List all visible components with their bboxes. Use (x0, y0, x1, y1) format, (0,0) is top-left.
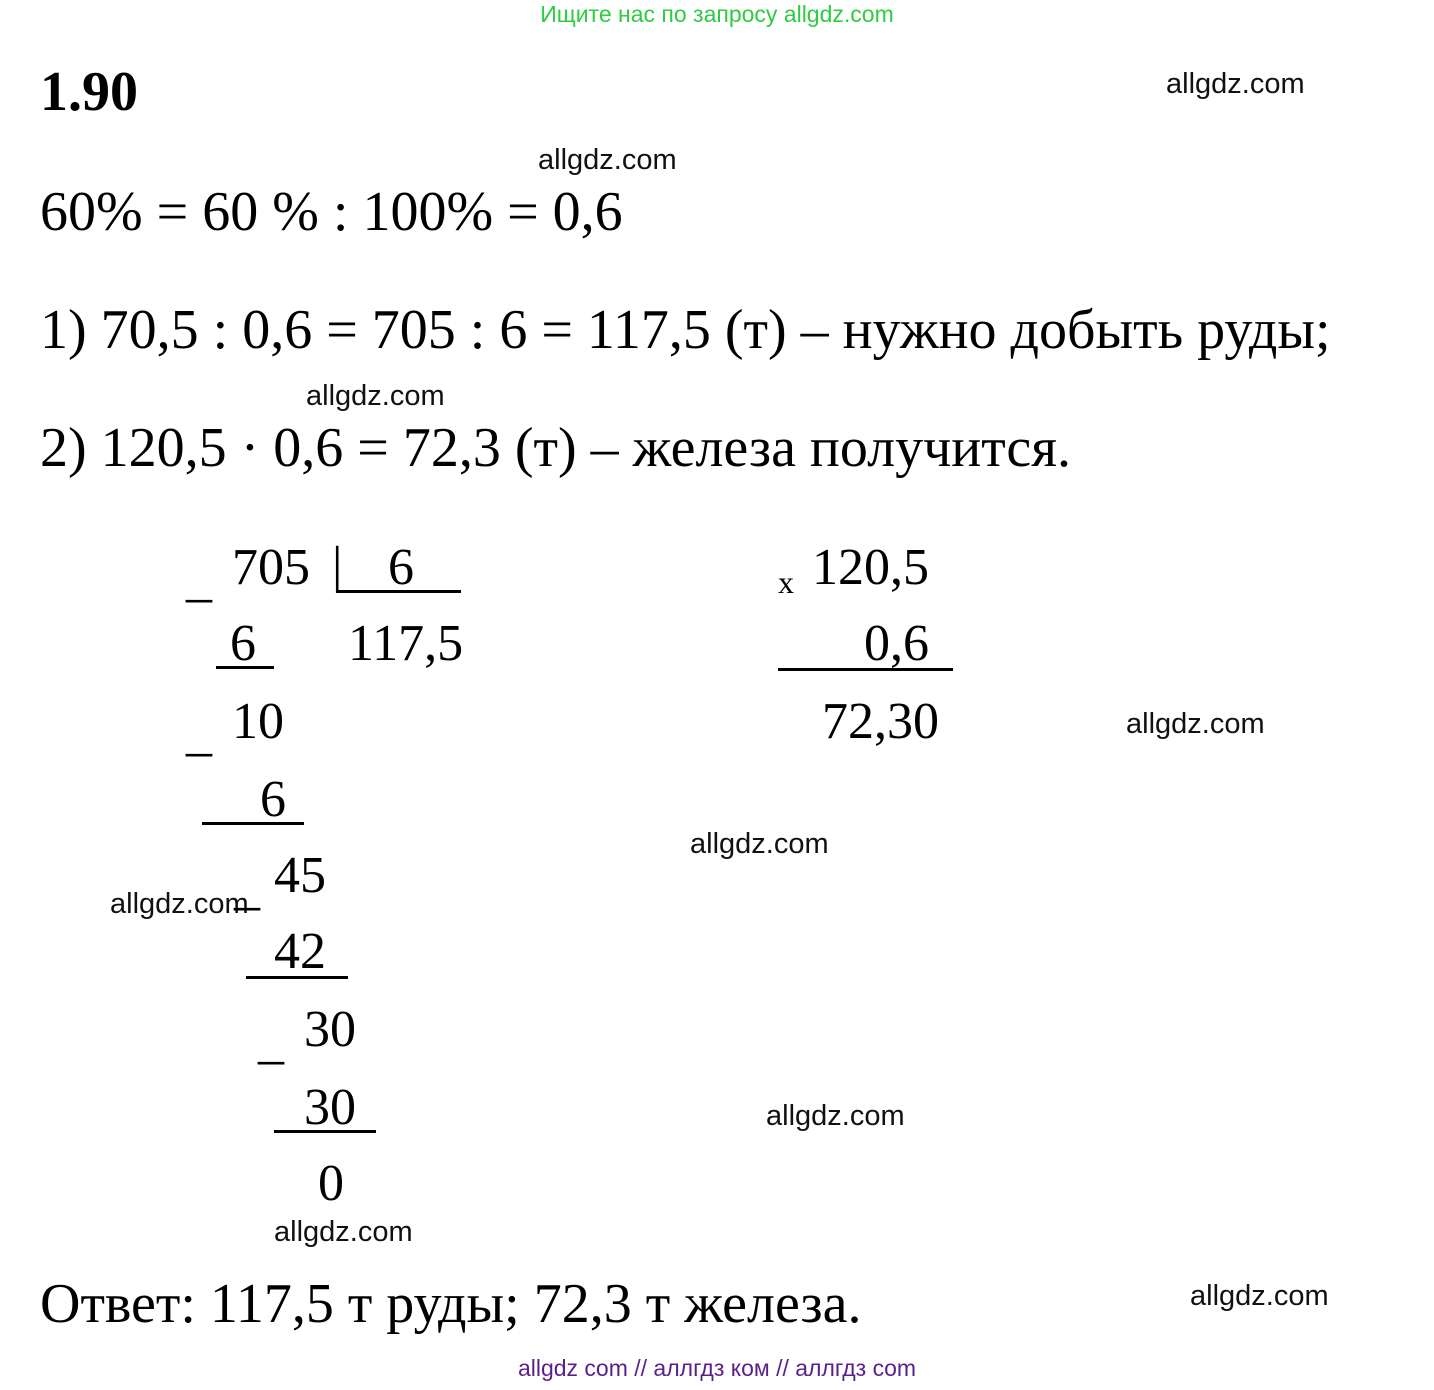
percent-conversion-line: 60% = 60 % : 100% = 0,6 (40, 181, 623, 243)
multiplication-result: 72,30 (822, 693, 939, 750)
division-dividend: 705 (232, 539, 310, 596)
watermark: allgdz.com (306, 380, 445, 412)
division-step: 10 (232, 693, 284, 750)
watermark: allgdz.com (538, 144, 677, 176)
division-separator: | (332, 537, 343, 594)
top-search-banner: Ищите нас по запросу allgdz.com (540, 1, 894, 27)
watermark: allgdz.com (274, 1216, 413, 1248)
division-step: 6 (260, 771, 286, 828)
division-minus-sign: _ (234, 859, 260, 916)
division-minus-sign: _ (258, 1013, 284, 1070)
divisor-underline (336, 590, 461, 593)
watermark: allgdz.com (1190, 1280, 1329, 1312)
watermark: allgdz.com (1126, 708, 1265, 740)
multiplicand: 120,5 (812, 539, 929, 596)
watermark: allgdz.com (766, 1100, 905, 1132)
solution-step-1: 1) 70,5 : 0,6 = 705 : 6 = 117,5 (т) – нужно добыть руды; (40, 299, 1331, 361)
watermark: allgdz.com (690, 828, 829, 860)
division-step: 30 (304, 1001, 356, 1058)
division-step: 42 (274, 923, 326, 980)
problem-number: 1.90 (40, 61, 138, 123)
division-quotient: 117,5 (348, 615, 464, 672)
watermark: allgdz.com (1166, 68, 1305, 100)
division-divisor: 6 (388, 539, 414, 596)
division-minus-sign: _ (186, 705, 212, 762)
multiplication-underline (778, 668, 953, 671)
multiplier: 0,6 (864, 615, 929, 672)
solution-step-2: 2) 120,5 · 0,6 = 72,3 (т) – железа получится. (40, 417, 1071, 479)
answer-line: Ответ: 117,5 т руды; 72,3 т железа. (40, 1273, 862, 1335)
bottom-site-banner: allgdz com // аллгдз ком // аллгдз com (517, 1355, 917, 1381)
division-remainder: 0 (318, 1155, 344, 1212)
division-step: 30 (304, 1079, 356, 1136)
division-step: 45 (274, 847, 326, 904)
division-step-underline (216, 666, 274, 669)
division-step-underline (246, 976, 348, 979)
watermark: allgdz.com (110, 888, 249, 920)
division-step-underline (274, 1130, 376, 1133)
multiplication-sign: x (778, 564, 794, 600)
division-step: 6 (230, 615, 256, 672)
division-step-underline (202, 822, 304, 825)
division-minus-sign: _ (186, 551, 212, 608)
